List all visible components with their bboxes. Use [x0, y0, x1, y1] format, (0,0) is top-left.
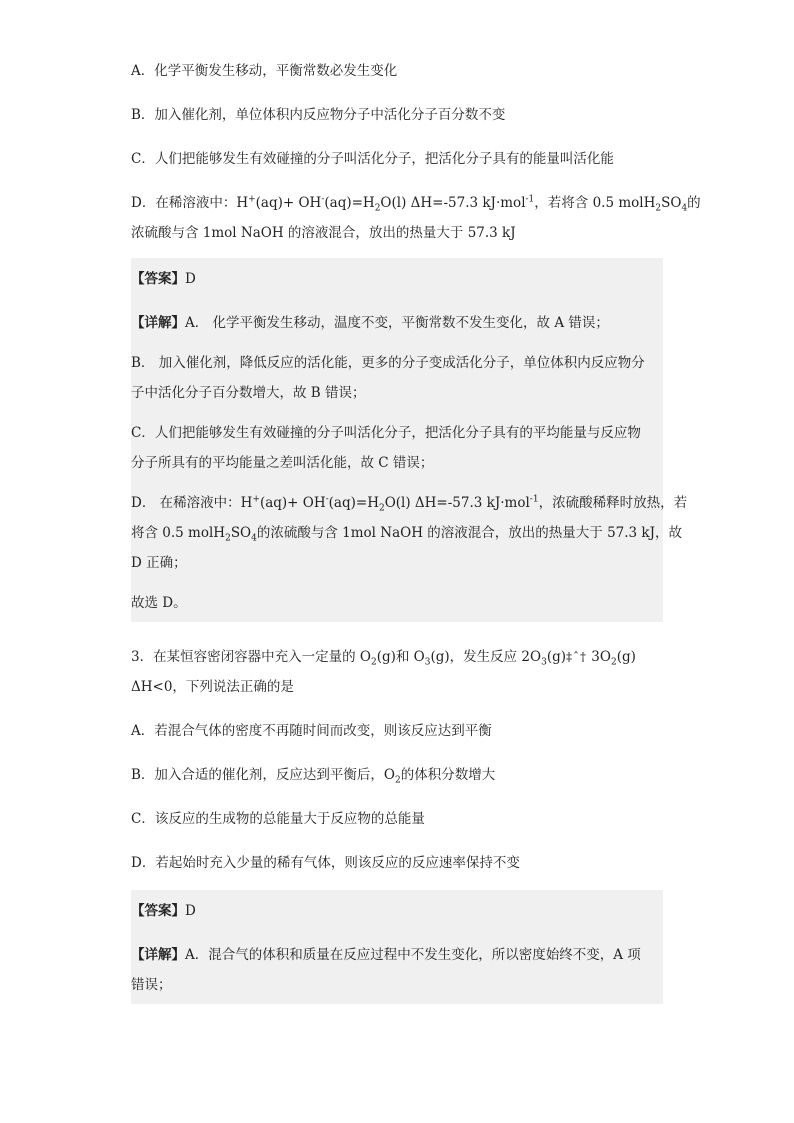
q3-answer: 【答案】D [131, 903, 196, 919]
q2-conclusion: 故选 D。 [131, 595, 187, 611]
q3-answer-block [131, 890, 663, 1004]
q3-option-c: C．该反应的生成物的总能量大于反应物的总能量 [131, 811, 425, 827]
q2-answer: 【答案】D [131, 271, 196, 287]
q3-detail-a2: 错误； [131, 977, 172, 993]
q3-detail-a1: 【详解】A．混合气的体积和质量在反应过程中不发生变化，所以密度始终不变，A 项 [131, 947, 641, 963]
equilibrium-arrow-icon: ‡ˆ† [566, 650, 588, 664]
q2-detail-b2: 子中活化分子百分数增大，故 B 错误； [131, 385, 366, 401]
q2-answer-block [131, 258, 688, 622]
q2-option-b: B．加入催化剂，单位体积内反应物分子中活化分子百分数不变 [131, 107, 506, 123]
q2-option-d: D．在稀溶液中：$H^+(aq)+ OH^-(aq)=H_2O(l)$ ΔH=-57.3 kJ·mol$^{-1}$，若将含 0.5 $molH_2SO_4$的 浓硫酸与含 1mol NaOH 的溶液混合，放出的热量大于 57.3 kJ [131, 194, 701, 241]
q2-detail-d2: 将含 0.5 $molH_2SO_4$的浓硫酸与含 1mol NaOH 的溶液混合，放出的热量大于 57.3 kJ，故 [131, 525, 683, 544]
q2-detail-c2: 分子所具有的平均能量之差叫活化能，故 C 错误； [131, 455, 434, 471]
document-page [131, 60, 701, 1004]
q3-option-a: A．若混合气体的密度不再随时间而改变，则该反应达到平衡 [131, 723, 492, 739]
q3-option-b: B．加入合适的催化剂，反应达到平衡后，$O_2$的体积分数增大 [131, 767, 496, 786]
q2-detail-c1: C．人们把能够发生有效碰撞的分子叫活化分子，把活化分子具有的平均能量与反应物 [131, 425, 641, 441]
q2-detail-b1: B． 加入催化剂，降低反应的活化能，更多的分子变成活化分子，单位体积内反应物分 [131, 355, 645, 371]
q3-option-d: D．若起始时充入少量的稀有气体，则该反应的反应速率保持不变 [131, 855, 520, 871]
q2-option-c: C．人们把能够发生有效碰撞的分子叫活化分子，把活化分子具有的能量叫活化能 [131, 151, 614, 167]
q3-stem: 3．在某恒容密闭容器中充入一定量的 $O_2(g)$和 $O_3(g)$，发生反应 $2O_3(g)\ddagger ˆ\dagger$ $3O_2(g)$ ΔH<0，下列说法正确的是 [131, 649, 636, 695]
q2-detail-d3: D 正确； [131, 555, 187, 571]
q2-detail-d1: D． 在稀溶液中：$H^+(aq)+ OH^-(aq)=H_2O(l)$ ΔH=-57.3 kJ·mol$^{-1}$，浓硫酸稀释时放热，若 [131, 494, 688, 514]
q2-detail-a: 【详解】A． 化学平衡发生移动，温度不变，平衡常数不发生变化，故 A 错误； [131, 315, 609, 331]
q2-option-a: A．化学平衡发生移动，平衡常数必发生变化 [131, 63, 398, 79]
